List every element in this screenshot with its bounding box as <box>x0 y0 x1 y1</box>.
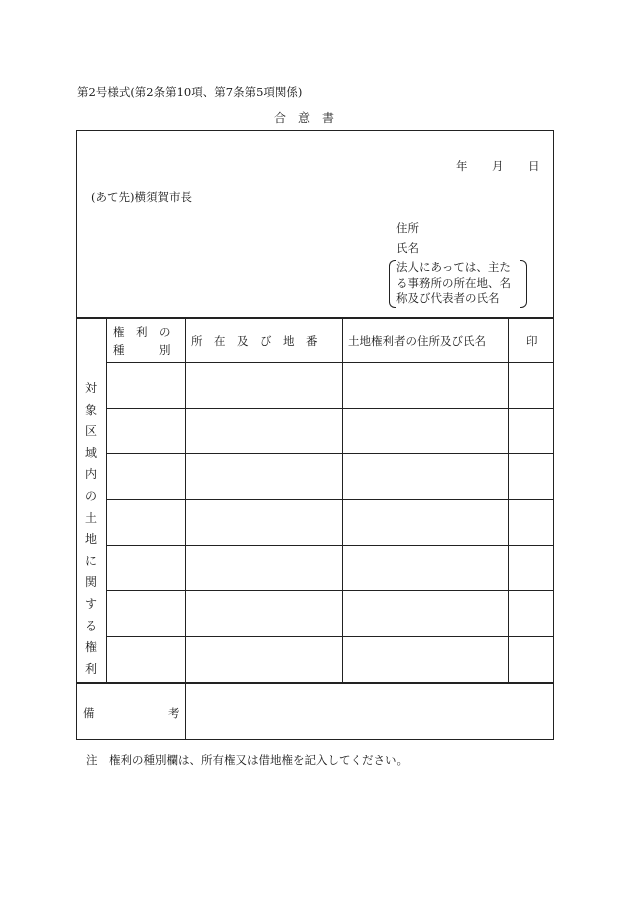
header-seal: 印 <box>526 334 538 348</box>
side-label-char: に <box>84 553 97 568</box>
side-label-char: 利 <box>84 661 97 676</box>
column-divider <box>342 318 343 682</box>
side-label-char: 権 <box>84 640 97 655</box>
remarks-label-left: 備 <box>83 706 95 720</box>
row-line <box>106 590 554 591</box>
header-right-type-line2: 種 別 <box>113 343 171 357</box>
footnote: 注 権利の種別欄は、所有権又は借地権を記入してください。 <box>86 753 408 767</box>
bracket-right <box>520 260 527 308</box>
row-line <box>106 453 554 454</box>
header-holder: 土地権利者の住所及び氏名 <box>348 334 486 348</box>
form-number: 第2号様式(第2条第10項、第7条第5項関係) <box>77 85 303 99</box>
side-label-target-land-rights <box>83 378 99 680</box>
row-line <box>106 499 554 500</box>
row-line <box>106 408 554 409</box>
addressee: (あて先)横須賀市長 <box>91 190 192 204</box>
side-label-char: 対 <box>84 381 97 395</box>
date-day-label: 日 <box>528 159 540 173</box>
column-divider <box>185 318 186 740</box>
corporate-note-line: る事務所の所在地、名 <box>396 275 511 290</box>
side-label-char: 内 <box>84 467 97 482</box>
corporate-note-line: 法人にあっては、主た <box>396 260 511 274</box>
remarks-label-right: 考 <box>168 706 180 720</box>
agreement-form-frame <box>76 130 554 740</box>
row-line <box>106 636 554 637</box>
header-bottom-line <box>106 362 554 363</box>
side-label-char: 土 <box>84 510 97 525</box>
document-title <box>274 109 334 126</box>
corporate-note <box>396 260 511 307</box>
side-label-char: 区 <box>84 424 97 439</box>
side-label-char: る <box>84 618 97 633</box>
applicant-address-label: 住所 <box>396 221 419 235</box>
date-year-label: 年 <box>456 159 468 173</box>
side-label-divider <box>106 318 107 682</box>
side-label-char: 関 <box>84 575 97 590</box>
corporate-note-line: 称及び代表者の氏名 <box>396 291 500 305</box>
table-top-border <box>76 317 554 319</box>
bracket-left <box>389 260 396 308</box>
document-title-text: 合 意 書 <box>274 111 335 125</box>
side-label-char: す <box>84 596 97 611</box>
column-divider <box>508 318 509 682</box>
side-label-char: 象 <box>84 402 97 417</box>
side-label-char: 地 <box>84 532 97 547</box>
header-right-type-line1: 権 利 の <box>113 325 171 339</box>
applicant-name-label: 氏名 <box>396 241 419 255</box>
row-line <box>106 545 554 546</box>
date-month-label: 月 <box>492 159 504 173</box>
side-label-char: の <box>84 488 97 503</box>
header-location: 所 在 及 び 地 番 <box>191 334 318 348</box>
side-label-char: 域 <box>84 445 97 460</box>
table-bottom-border <box>76 682 554 684</box>
